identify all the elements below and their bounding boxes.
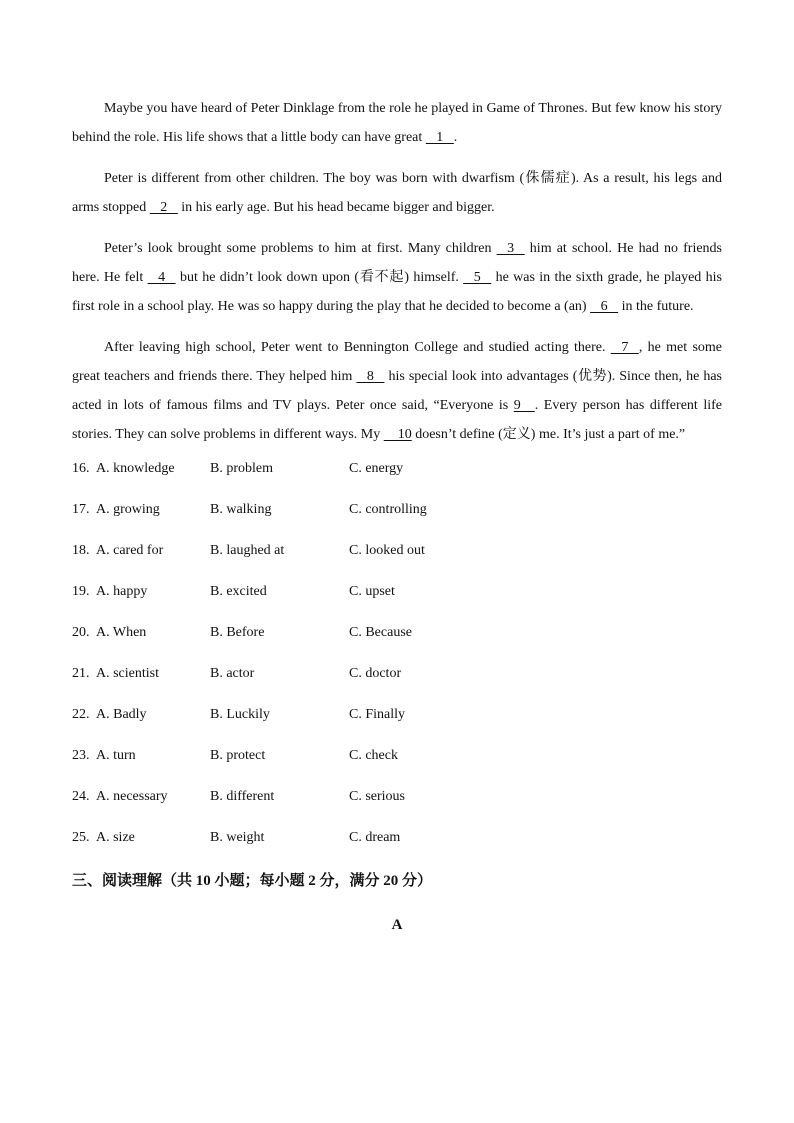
passage-text: but he didn’t look down upon (看不起) himself. <box>175 270 464 285</box>
passage-text: Maybe you have heard of Peter Dinklage from the role he played in Game of Thrones. But few know his story behind the role. His life shows that a little body can have great <box>72 101 722 145</box>
blank-5: 5 <box>463 270 492 285</box>
part-title: A <box>391 917 403 933</box>
question-number: 17. <box>72 502 90 517</box>
passage-paragraph-4 <box>72 333 722 449</box>
option-a: A. scientist <box>96 666 159 681</box>
question-number: 21. <box>72 666 90 681</box>
option-b: B. Before <box>210 625 265 640</box>
passage-text: After leaving high school, Peter went to Bennington College and studied acting there. <box>104 340 611 355</box>
question-row <box>72 461 722 502</box>
question-row <box>72 584 722 625</box>
option-a: A. necessary <box>96 789 168 804</box>
passage-paragraph-2 <box>72 164 722 222</box>
passage-text: he was in the sixth grade, he played his first role in a school play. He was so happy during the play that he decided to become a (an) <box>72 270 722 314</box>
option-c: C. upset <box>349 584 395 599</box>
question-number: 22. <box>72 707 90 722</box>
blank-1: 1 <box>425 130 454 145</box>
section-title: 三、阅读理解（共 10 小题；每小题 2 分，满分 20 分） <box>72 873 433 889</box>
blank-8: 8 <box>356 369 385 384</box>
passage-text: Peter is different from other children. The boy was born with dwarfism (侏儒症). As a result, his legs and arms stopped <box>72 171 722 215</box>
passage-paragraph-1 <box>72 94 722 152</box>
option-b: B. laughed at <box>210 543 285 558</box>
passage-paragraph-3 <box>72 234 722 321</box>
question-number: 25. <box>72 830 90 845</box>
option-c: C. looked out <box>349 543 425 558</box>
option-b: B. problem <box>210 461 273 476</box>
passage-text: his special look into advantages (优势). Since then, he has acted in lots of famous films and TV plays. Peter once said, “Everyone is <box>72 369 723 413</box>
passage-text: . Every person has different life stories. They can solve problems in different ways. My <box>72 398 722 442</box>
blank-7: 7 <box>610 340 639 355</box>
option-a: A. knowledge <box>96 461 175 476</box>
question-number: 24. <box>72 789 90 804</box>
passage-text: in his early age. But his head became bigger and bigger. <box>177 200 495 215</box>
options-list <box>72 461 722 871</box>
question-row <box>72 543 722 584</box>
passage-text: Peter’s look brought some problems to him at first. Many children <box>104 241 497 256</box>
question-row <box>72 830 722 871</box>
option-b: B. excited <box>210 584 267 599</box>
option-b: B. protect <box>210 748 266 763</box>
option-c: C. controlling <box>349 502 427 517</box>
question-number: 18. <box>72 543 90 558</box>
option-b: B. weight <box>210 830 265 845</box>
question-row <box>72 666 722 707</box>
question-row <box>72 502 722 543</box>
question-number: 16. <box>72 461 90 476</box>
option-a: A. cared for <box>96 543 164 558</box>
blank-3: 3 <box>496 241 525 256</box>
question-row <box>72 748 722 789</box>
blank-4: 4 <box>147 270 176 285</box>
passage-text: doesn’t define (定义) me. It’s just a part of me.” <box>411 427 686 442</box>
option-a: A. size <box>96 830 135 845</box>
document-page <box>72 94 722 935</box>
option-b: B. actor <box>210 666 255 681</box>
passage-text: . <box>453 130 458 145</box>
option-c: C. Because <box>349 625 412 640</box>
option-a: A. When <box>96 625 147 640</box>
blank-9: 9 <box>513 398 535 413</box>
question-number: 19. <box>72 584 90 599</box>
option-c: C. serious <box>349 789 405 804</box>
option-c: C. check <box>349 748 398 763</box>
blank-6: 6 <box>590 299 619 314</box>
option-c: C. dream <box>349 830 401 845</box>
blank-10: 10 <box>383 427 412 442</box>
option-b: B. walking <box>210 502 272 517</box>
option-a: A. Badly <box>96 707 147 722</box>
option-c: C. doctor <box>349 666 402 681</box>
option-a: A. turn <box>96 748 136 763</box>
passage-text: him at school. He had no friends here. He felt <box>72 241 723 285</box>
question-number: 23. <box>72 748 90 763</box>
passage-text: in the future. <box>618 299 694 314</box>
passage-text: , he met some great teachers and friends there. They helped him <box>72 340 722 384</box>
question-row <box>72 625 722 666</box>
blank-2: 2 <box>149 200 178 215</box>
option-b: B. Luckily <box>210 707 270 722</box>
question-row <box>72 707 722 748</box>
option-a: A. happy <box>96 584 148 599</box>
question-row <box>72 789 722 830</box>
option-b: B. different <box>210 789 275 804</box>
option-c: C. energy <box>349 461 404 476</box>
question-number: 20. <box>72 625 90 640</box>
option-c: C. Finally <box>349 707 406 722</box>
option-a: A. growing <box>96 502 160 517</box>
